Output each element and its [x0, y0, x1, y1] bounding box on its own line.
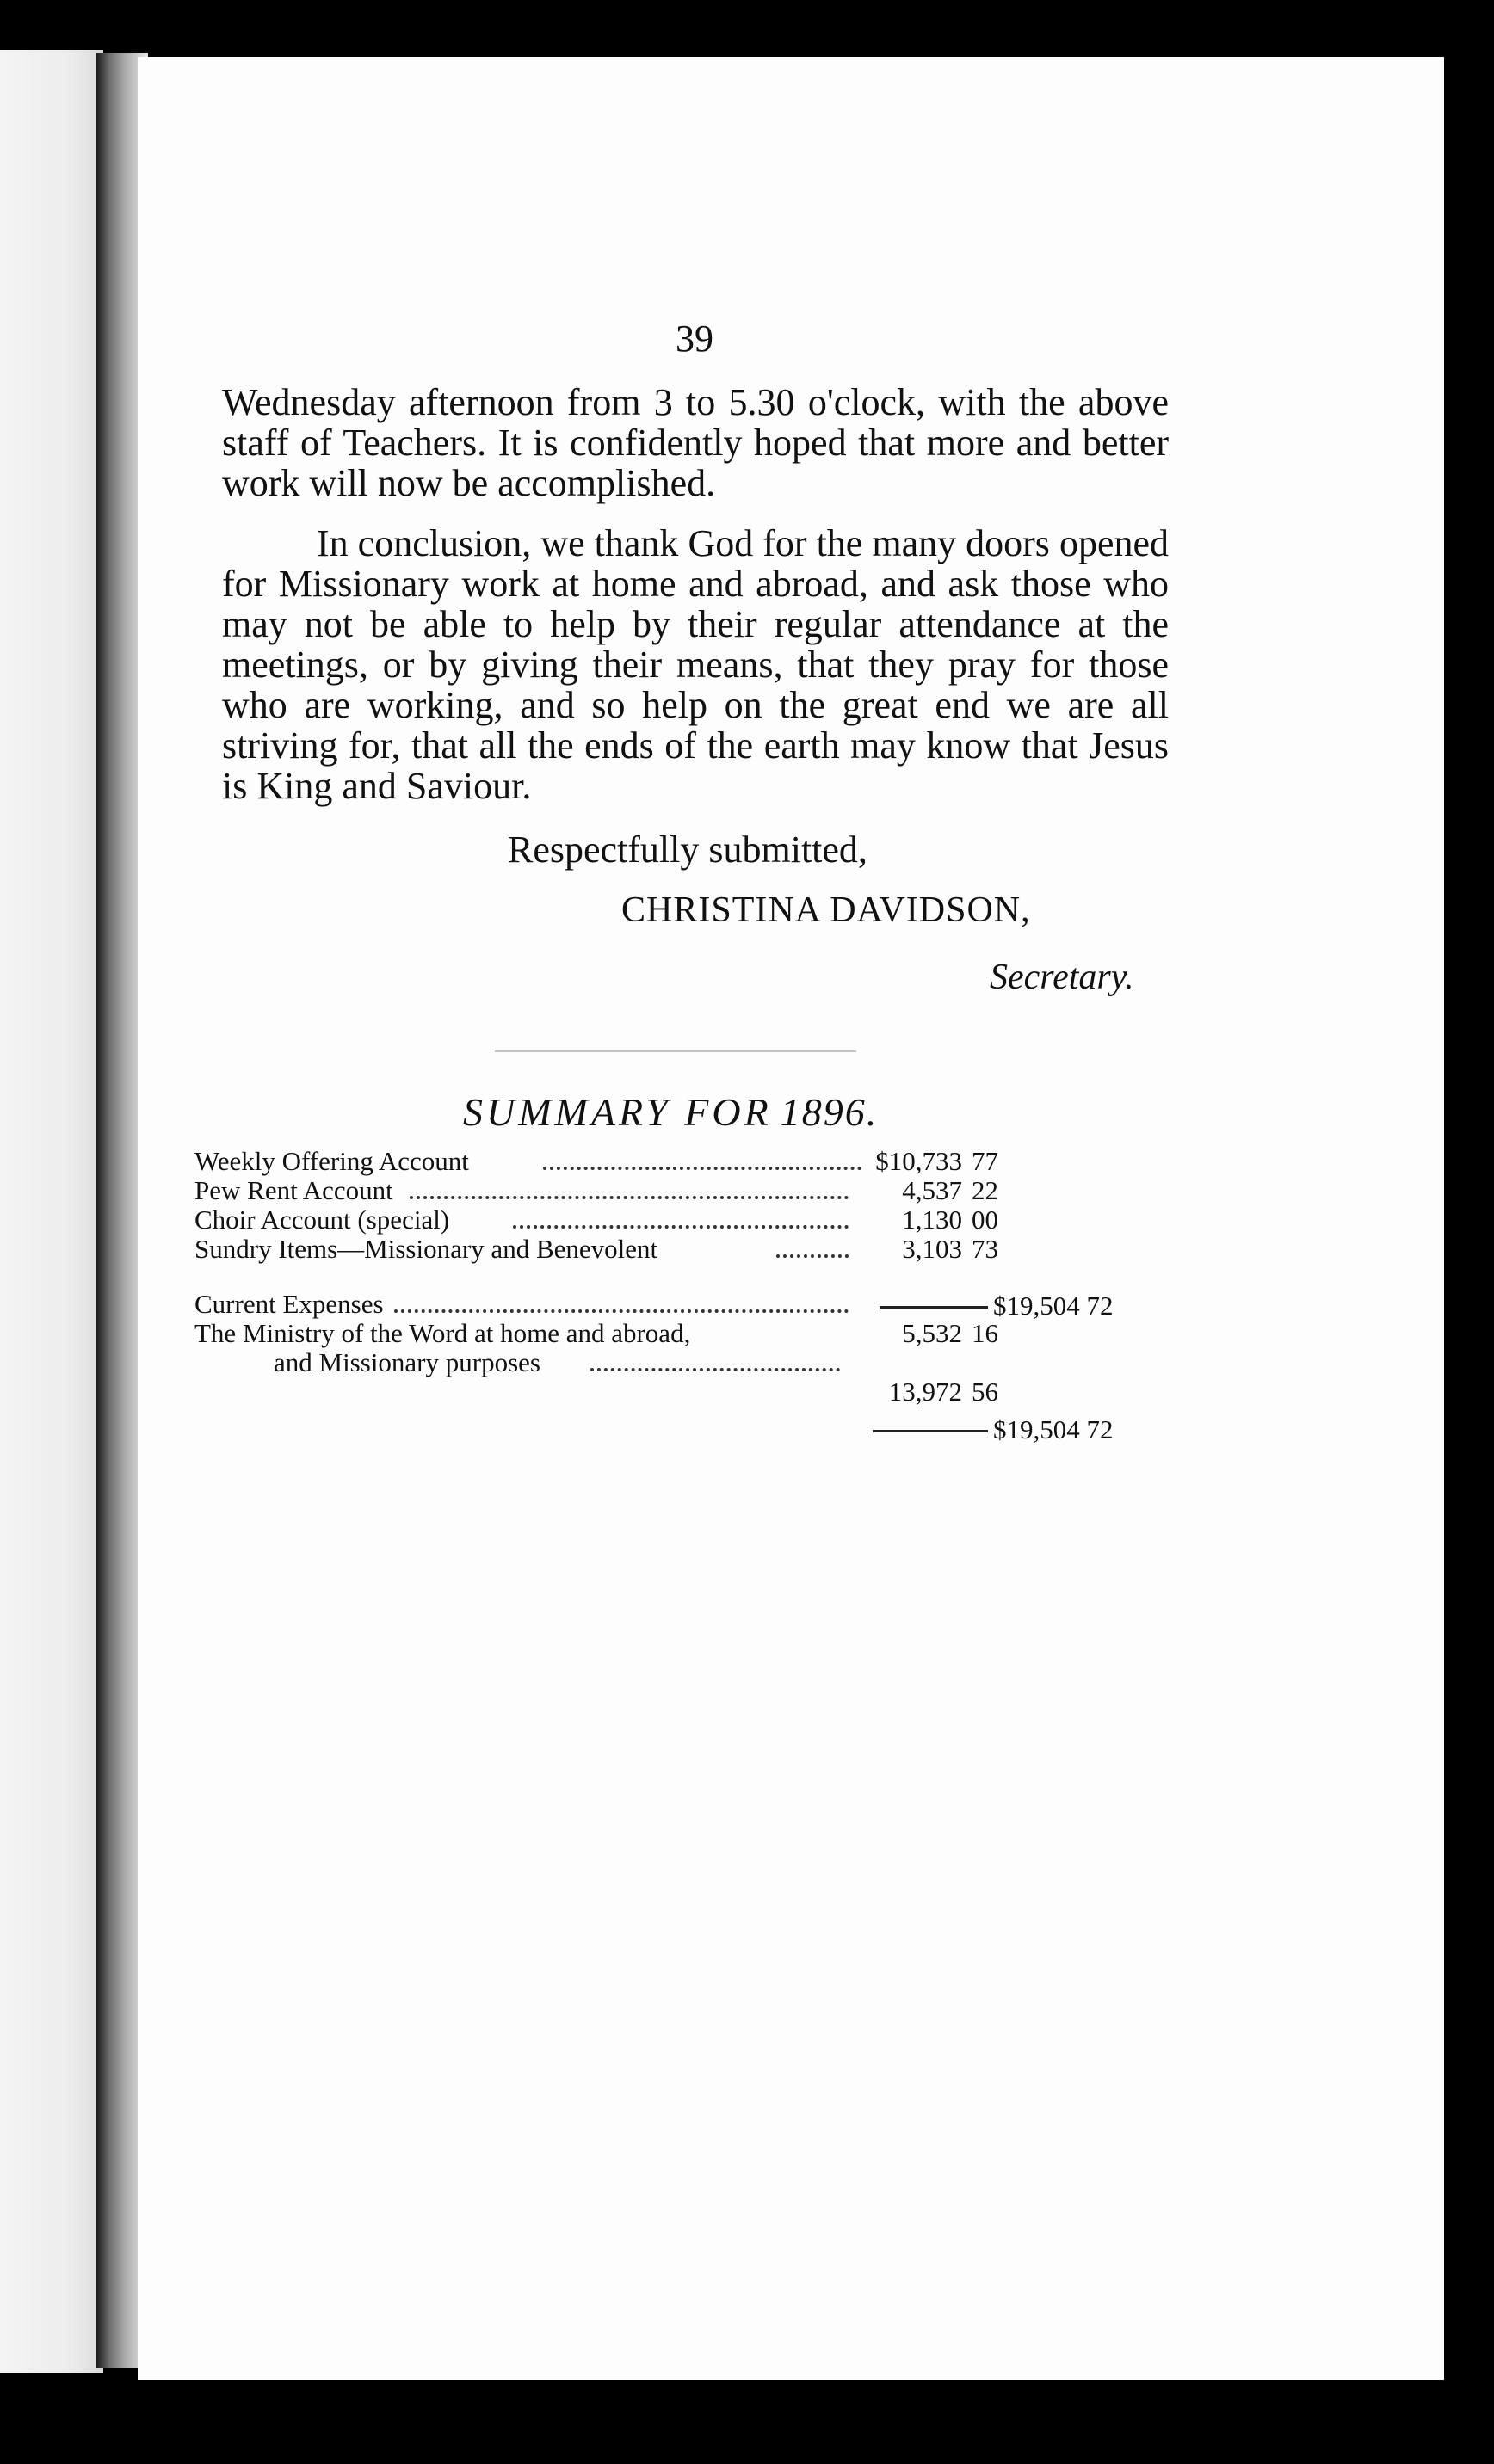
dot-leader — [394, 1309, 849, 1313]
paragraph-2: In conclusion, we thank God for the many doors opened for Missionary work at home and abroad, and ask those who may not be able to help by their regular attendance at the meetings, or by giving their means, that they pray for those who are working, and so help on the great end we are all striving for, that all the ends of the earth may know that Jesus is King and Saviour. — [222, 522, 1169, 807]
summary-ledger — [194, 1146, 1141, 1490]
summary-title: SUMMARY FOR — [463, 1090, 772, 1134]
dot-leader — [513, 1225, 849, 1229]
ledger-item-label: Pew Rent Account — [194, 1175, 393, 1205]
ledger-item-label: The Ministry of the Word at home and abroad, — [194, 1318, 691, 1348]
dot-leader — [543, 1167, 861, 1170]
summary-heading — [463, 1089, 878, 1135]
section-divider — [495, 1050, 856, 1052]
ledger-item-label: Choir Account (special) — [194, 1204, 450, 1235]
ledger-cents: 73 — [972, 1234, 998, 1264]
ledger-item-label: and Missionary purposes — [274, 1347, 540, 1377]
ledger-cents: 77 — [972, 1146, 998, 1176]
ledger-cents: 56 — [972, 1377, 998, 1407]
page-number: 39 — [676, 317, 713, 360]
summary-year: 1896. — [780, 1090, 879, 1134]
ledger-dollars: 13,972 — [888, 1377, 962, 1407]
ledger-cents: 00 — [972, 1204, 998, 1235]
closing-line: Respectfully submitted, — [508, 829, 867, 871]
expenditures-total: $19,504 72 — [993, 1414, 1114, 1445]
facing-page-edge — [0, 50, 103, 2373]
total-rule — [873, 1430, 988, 1432]
ledger-dollars: $10,733 — [875, 1146, 962, 1176]
ledger-dollars: 5,532 — [902, 1318, 962, 1348]
dot-leader — [776, 1254, 849, 1258]
signer-name: CHRISTINA DAVIDSON, — [621, 890, 1031, 930]
dot-leader — [590, 1368, 840, 1371]
ledger-cents: 16 — [972, 1318, 998, 1348]
ledger-item-label: Sundry Items—Missionary and Benevolent — [194, 1234, 658, 1264]
ledger-dollars: 1,130 — [902, 1204, 962, 1235]
receipts-total: $19,504 72 — [993, 1291, 1114, 1321]
subtotal-rule — [880, 1306, 988, 1309]
ledger-dollars: 3,103 — [902, 1234, 962, 1264]
ledger-item-label: Current Expenses — [194, 1289, 384, 1319]
dot-leader — [410, 1196, 849, 1199]
signer-title: Secretary. — [990, 958, 1134, 997]
ledger-item-label: Weekly Offering Account — [194, 1146, 469, 1176]
ledger-dollars: 4,537 — [902, 1175, 962, 1205]
paragraph-1: Wednesday afternoon from 3 to 5.30 o'clock, with the above staff of Teachers. It is confidently hoped that more and better work will now be accomplished. — [222, 381, 1169, 504]
ledger-cents: 22 — [972, 1175, 998, 1205]
